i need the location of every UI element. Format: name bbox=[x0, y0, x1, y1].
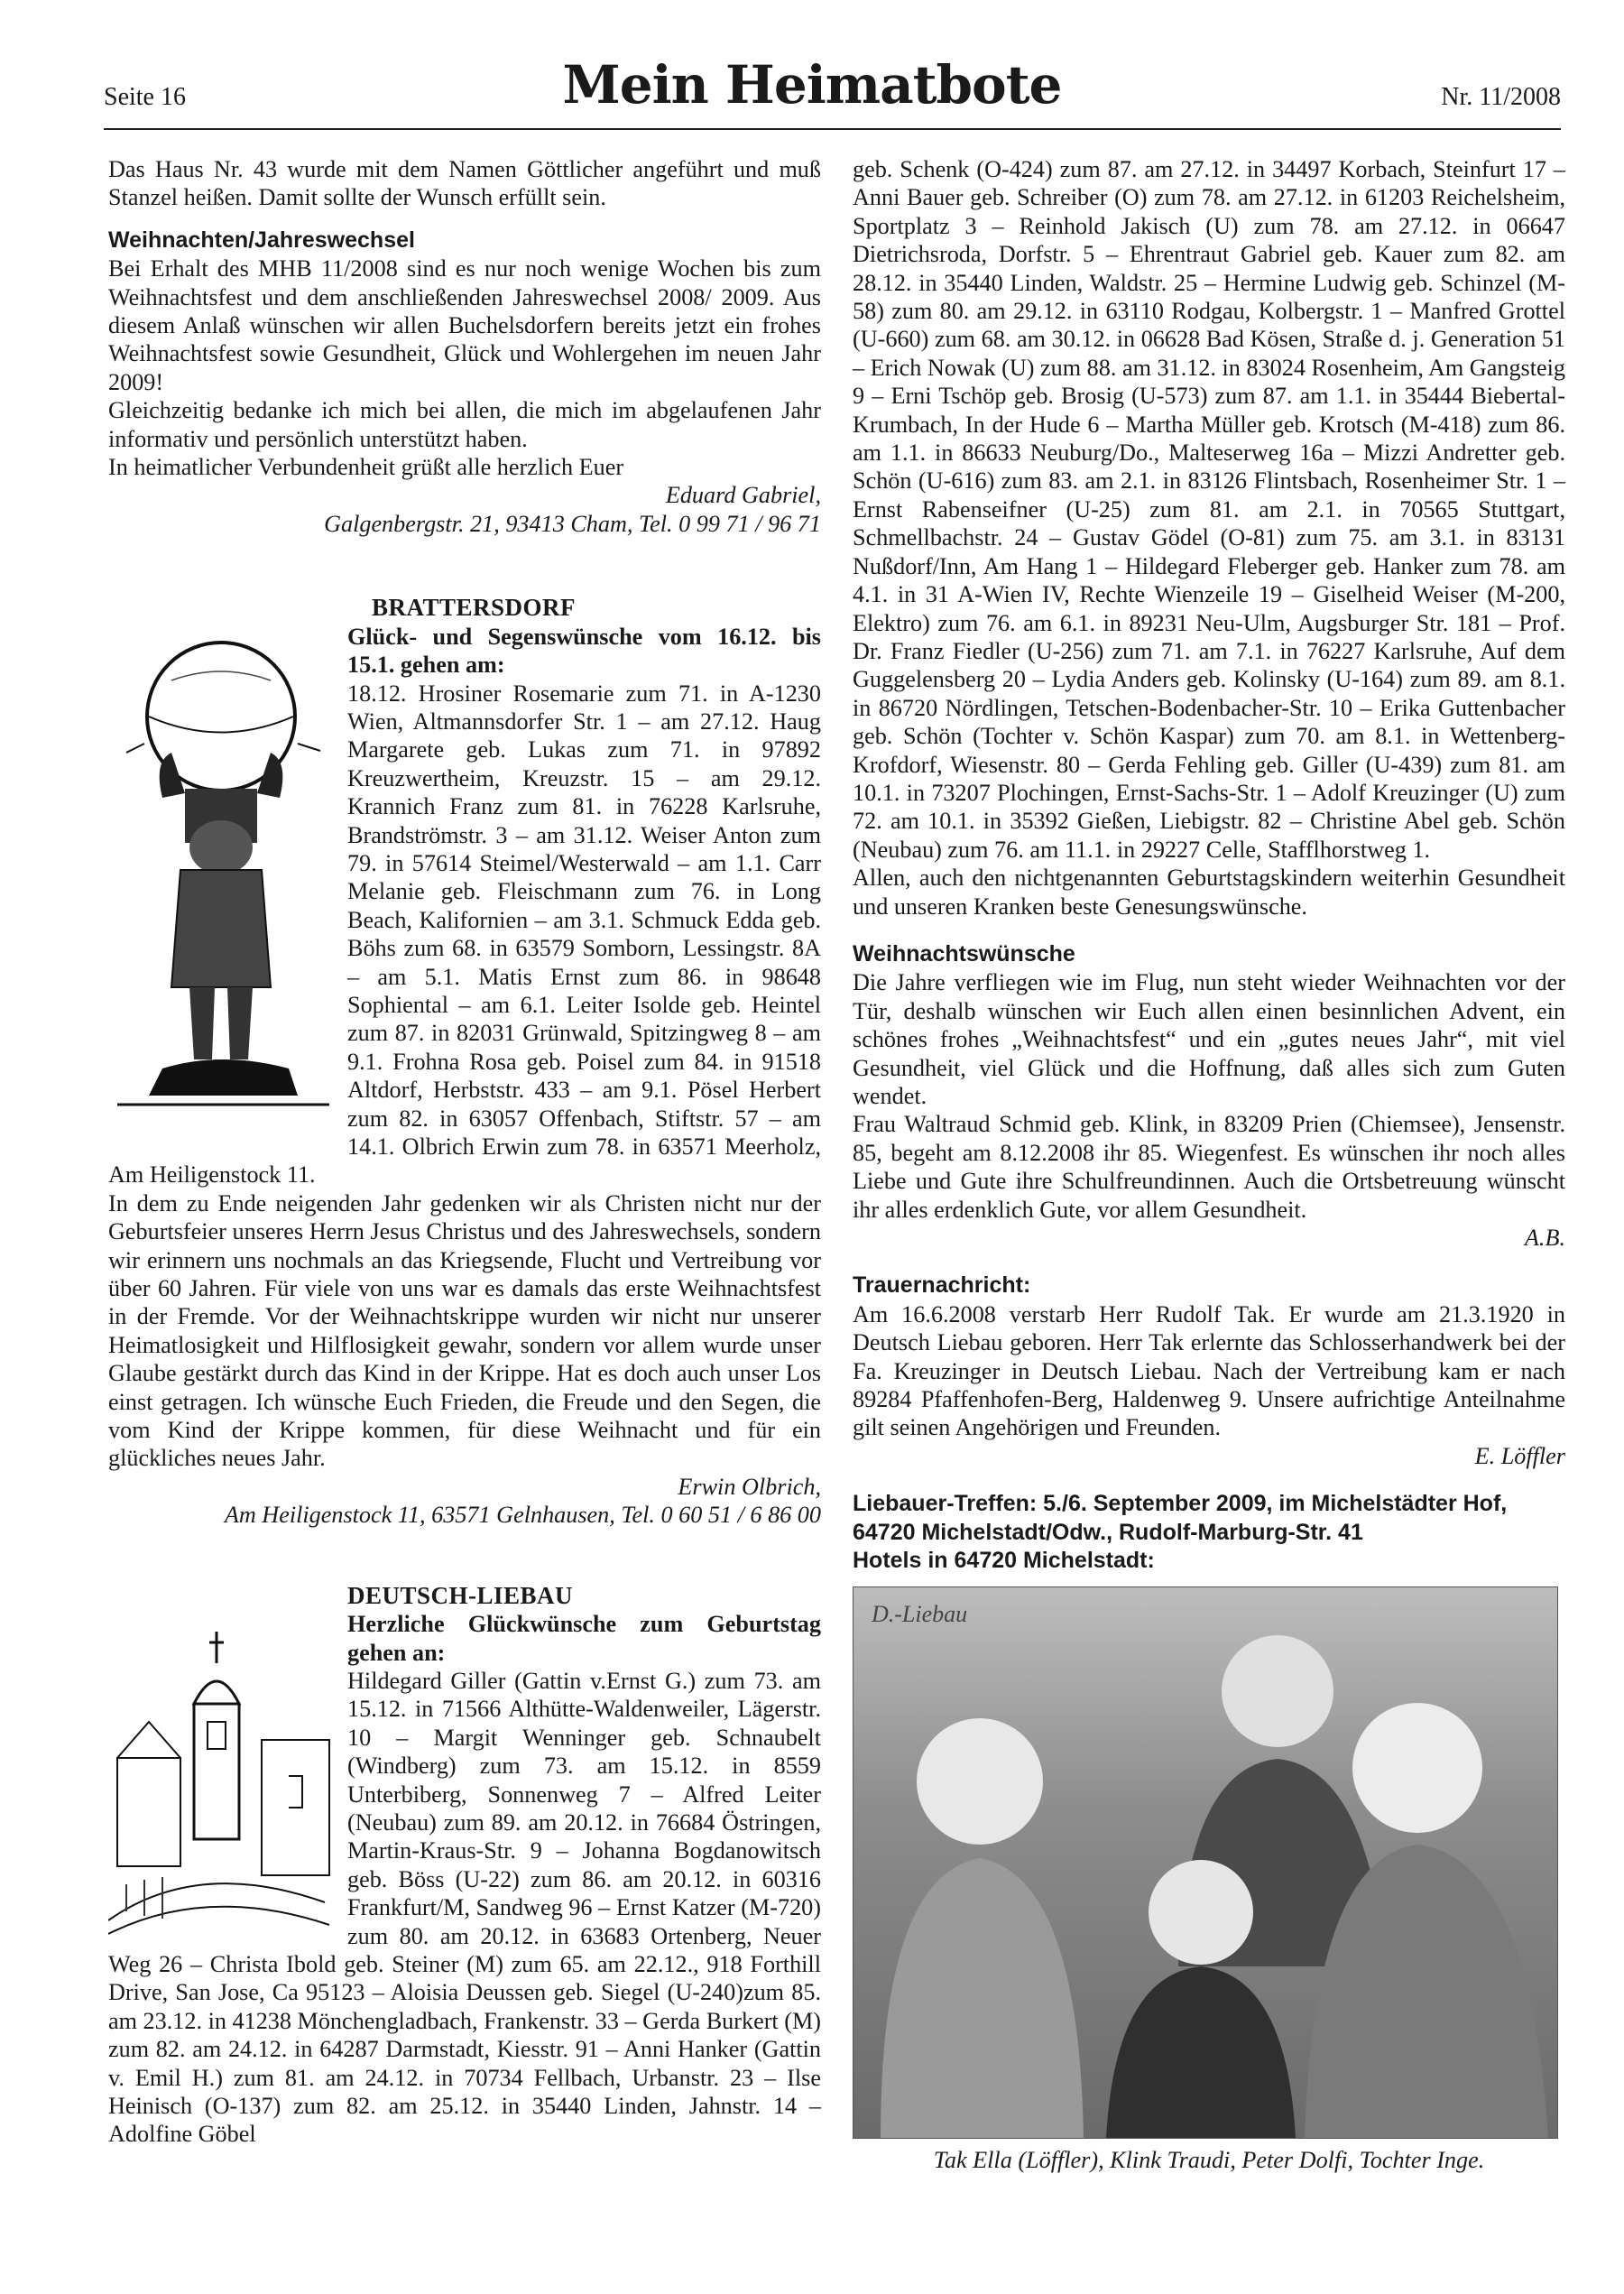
group-photo-people bbox=[854, 1587, 1557, 2138]
weihnachtswuensche-paragraph-2: Frau Waltraud Schmid geb. Klink, in 83209 Prien (Chiemsee), Jensenstr. 85, begeht am 8.12.2008 ihr 85. Wiegenfest. Es wünschen ihr noch alles Liebe und Gute ihre Schulfreundinnen. Auch die Ortsbetreuung wünscht ihr alles erdenklich Gute, vor allem Gesundheit. bbox=[853, 1111, 1565, 1223]
hotels-heading: Hotels in 64720 Michelstadt: bbox=[853, 1548, 1155, 1574]
intro-text: Das Haus Nr. 43 wurde mit dem Namen Göttlicher angeführt und muß Stanzel heißen. Damit sollte der Wunsch erfüllt sein. bbox=[108, 156, 821, 211]
issue-number: Nr. 11/2008 bbox=[1441, 83, 1561, 111]
birthday-list-continued: geb. Schenk (O-424) zum 87. am 27.12. in 34497 Korbach, Steinfurt 17 – Anni Bauer geb. Schreiber (O) zum 78. am 27.12. in 61203 Reichelsheim, Sportplatz 3 – Reinhold Jakisch (U) zum 78. am 27.12. in 06647 Dietrichsroda, Dorfstr. 5 – Ehrentraut Gabriel geb. Kauer zum 82. am 28.12. in 35440 Linden, Waldstr. 25 – Hermine Ludwig geb. Schinzel (M-58) zum 80. am 29.12. in 63110 Rodgau, Kolbergstr. 1 – Manfred Grottel (U-660) zum 68. am 30.12. in 06628 Bad Kösen, Straße d. j. Generation 51 – Erich Nowak (U) zum 88. am 31.12. in 83024 Rosenheim, Am Gangsteig 9 – Erni Tschöp geb. Brosig (U-573) zum 87. am 1.1. in 35444 Biebertal-Krumbach, In der Hude 6 – Martha Müller geb. Krotsch (M-418) zum 86. am 1.1. in 86633 Neuburg/Do., Malteserweg 16a – Mizzi Andretter geb. Schön (U-616) zum 83. am 2.1. in 83126 Flintsbach, Rosenheimer Str. 1 – Ernst Rabenseifner (U-25) zum 81. am 2.1. in 70565 Stuttgart, Schmellbachstr. 24 – Gustav Gödel (O-81) zum 75. am 3.1. in 83131 Nußdorf/Inn, Am Hang 1 – Hildegard Fleberger geb. Hanker zum 78. am 4.1. in 31 A-Wien IV, Rechte Wienzeile 19 – Giselheid Weiser (M-200, Elektro) zum 76. am 6.1. in 89231 Neu-Ulm, Augsburger Str. 181 – Prof. Dr. Franz Fiedler (U-256) zum 71. am 7.1. in 76227 Karlsruhe, Auf dem Guggelensberg 20 – Lydia Anders geb. Kolinsky (U-164) zum 89. am 8.1. in 86720 Nördlingen, Tetschen-Bodenbacher-Str. 10 – Erika Guttenbacher geb. Schön (Tochter v. Schön Kaspar) zum 70. am 8.1. in Wettenberg-Krofdorf, Wiesenstr. 80 – Gerda Fehling geb. Giller (U-439) zum 81. am 10.1. in 73207 Plochingen, Ernst-Sachs-Str. 1 – Adolf Kreuzinger (U) zum 72. am 10.1. in 35392 Gießen, Liebigstr. 82 – Christine Abel geb. Schön (Neubau) zum 76. am 11.1. in 29227 Celle, Stafflhorstweg 1. bbox=[853, 156, 1565, 863]
birthday-closing: Allen, auch den nichtgenannten Geburtstagskindern weiterhin Gesundheit und unseren Kranken beste Genesungswünsche. bbox=[853, 865, 1565, 920]
right-column bbox=[853, 155, 1565, 2174]
signature-olbrich-address: Am Heiligenstock 11, 63571 Gelnhausen, Tel. 0 60 51 / 6 86 00 bbox=[224, 1502, 821, 1529]
signature-olbrich-name: Erwin Olbrich, bbox=[678, 1473, 821, 1500]
weihnachtswuensche-signature: A.B. bbox=[1524, 1225, 1565, 1252]
deutsch-liebau-subheading: Herzliche Glückwünsche zum Geburtstag gehen an: bbox=[347, 1611, 821, 1666]
group-photo bbox=[853, 1586, 1565, 2174]
brattersdorf-birthday-list: 18.12. Hrosiner Rosemarie zum 71. in A-1230 Wien, Altmannsdorfer Str. 1 – am 27.12. Haug Margarete geb. Lukas zum 71. in 97892 Kreuzwertheim, Kreuzstr. 15 – am 29.12. Krannich Franz zum 81. in 76228 Karlsruhe, Brandströmstr. 3 – am 31.12. Weiser Anton zum 79. in 57614 Steimel/Westerwald – am 1.1. Carr Melanie geb. Fleischmann zum 76. in Long Beach, Kalifornien – am 3.1. Schmuck Edda geb. Böhs zum 68. in 63579 Somborn, Lessingstr. 8A – am 5.1. Matis Ernst zum 86. in 98648 Sophiental – am 6.1. Leiter Isolde geb. Heintel zum 87. in 82031 Grünwald, Spitzingweg 8 – am 9.1. Frohna Rosa geb. Poisel zum 84. in 91518 Altdorf, Herbststr. 433 – am 9.1. Pösel Herbert zum 82. in 63057 Offenbach, Stiftstr. 57 – am 14.1. Olbrich Erwin zum 78. in 63571 Meerholz, Am Heiligenstock 11. bbox=[108, 680, 821, 1189]
weihnachten-paragraph-2: Gleichzeitig bedanke ich mich bei allen, die mich im abgelaufenen Jahr informativ und persönlich unterstützt haben. bbox=[108, 397, 821, 452]
trauernachricht-heading: Trauernachricht: bbox=[853, 1272, 1031, 1299]
left-column bbox=[108, 155, 821, 2149]
header-rule bbox=[104, 128, 1561, 130]
brattersdorf-christmas-text: In dem zu Ende neigenden Jahr gedenken wir als Christen nicht nur der Geburtsfeier unseres Herrn Jesus Christus und des Jahreswechsels, sondern wir erinnern uns nochmals an das Kriegsende, Flucht und Vertreibung vor über 60 Jahren. Für viele von uns war es damals das erste Weihnachtsfest in der Fremde. Vor der Weihnachtskrippe wurden wir nicht nur unserer Heimatlosigkeit und Hilflosigkeit gewahr, sondern vor allem wurde unser Glaube gestärkt durch das Kind in der Krippe. Hat es doch auch unser Los einst getragen. Ich wünsche Euch Frieden, die Freude und den Segen, die vom Kind der Krippe kommen, für diese Weihnacht und für ein glückliches neues Jahr. bbox=[108, 1189, 821, 1472]
trauernachricht-signature: E. Löffler bbox=[1474, 1442, 1565, 1469]
weihnachten-heading: Weihnachten/Jahreswechsel bbox=[108, 227, 415, 253]
weihnachten-paragraph-3: In heimatlicher Verbundenheit grüßt alle herzlich Euer bbox=[108, 454, 624, 481]
brattersdorf-subheading: Glück- und Segenswünsche vom 16.12. bis 15.1. gehen am: bbox=[347, 623, 821, 679]
masthead-logo: Mein Heimatbote bbox=[562, 54, 1062, 116]
church-town-illustration bbox=[108, 1614, 338, 1938]
weihnachten-paragraph-1: Bei Erhalt des MHB 11/2008 sind es nur noch wenige Wochen bis zum Weihnachtsfest und dem anschließenden Jahreswechsel 2008/ 2009. Aus diesem Anlaß wünschen wir allen Buchelsdorfern bereits jetzt ein frohes Weihnachtsfest sowie Gesundheit, Glück und Wohlergehen im neuen Jahr 2009! bbox=[108, 255, 821, 395]
brattersdorf-title: BRATTERSDORF bbox=[372, 594, 577, 622]
weihnachtswuensche-heading: Weihnachtswünsche bbox=[853, 940, 1075, 967]
trauernachricht-paragraph: Am 16.6.2008 verstarb Herr Rudolf Tak. Er wurde am 21.3.1920 in Deutsch Liebau geboren. Herr Tak erlernte das Schlosserhandwerk bei der Fa. Kreuzinger in Deutsch Liebau. Nach der Vertreibung kam er nach 89284 Pfaffenhofen-Berg, Haldenweg 9. Unsere aufrichtige Anteilnahme gilt seinen Angehörigen und Freunden. bbox=[853, 1300, 1565, 1441]
photo-handwritten-note: D.-Liebau bbox=[872, 1600, 968, 1627]
deutsch-liebau-birthday-list: Hildegard Giller (Gattin v.Ernst G.) zum 73. am 15.12. in 71566 Althütte-Waldenweiler, Lägerstr. 10 – Margit Wenninger geb. Schnaubelt (Windberg) zum 73. am 15.12. in 8559 Unterbiberg, Sonnenweg 7 – Alfred Leiter (Neubau) zum 89. am 20.12. in 76684 Östringen, Martin-Kraus-Str. 9 – Johanna Bogdanowitsch geb. Böss (U-22) zum 86. am 20.12. in 60316 Frankfurt/M, Sandweg 96 – Ernst Katzer (M-720) zum 80. am 20.12. in 63683 Ortenberg, Neuer Weg 26 – Christa Ibold geb. Steiner (M) zum 65. am 22.12., 918 Forthill Drive, San Jose, Ca 95123 – Aloisia Deussen geb. Siegel (U-240)zum 85. am 23.12. in 41238 Mönchengladbach, Frankenstr. 33 – Gerda Burkert (M) zum 82. am 24.12. in 64287 Darmstadt, Kiesstr. 91 – Anni Hanker (Gattin v. Emil H.) zum 81. am 24.12. in 70734 Fellbach, Urbanstr. 23 – Ilse Heinisch (O-137) zum 82. am 25.12. in 35440 Linden, Jahnstr. 14 – Adolfine Göbel bbox=[108, 1667, 821, 2148]
atlas-statue-illustration bbox=[108, 626, 338, 1132]
weihnachtswuensche-paragraph-1: Die Jahre verfliegen wie im Flug, nun steht wieder Weihnachten vor der Tür, deshalb wünschen wir Euch allen einen besinnlichen Advent, ein schönes frohes „Weihnachtsfest“ und ein „gutes neues Jahr“, mit viel Gesundheit, viel Glück und die Hoffnung, daß alles sich zum Guten wendet. bbox=[853, 969, 1565, 1109]
page-number: Seite 16 bbox=[104, 83, 186, 111]
signature-gabriel-address: Galgenbergstr. 21, 93413 Cham, Tel. 0 99 71 / 96 71 bbox=[324, 510, 821, 537]
deutsch-liebau-title: DEUTSCH-LIEBAU bbox=[347, 1581, 574, 1609]
signature-gabriel-name: Eduard Gabriel, bbox=[665, 482, 821, 509]
liebauer-treffen-notice: Liebauer-Treffen: 5./6. September 2009, im Michelstädter Hof, 64720 Michelstadt/Odw., Rudolf-Marburg-Str. 41 bbox=[853, 1491, 1508, 1545]
photo-caption: Tak Ella (Löffler), Klink Traudi, Peter Dolfi, Tochter Inge. bbox=[933, 2146, 1485, 2173]
